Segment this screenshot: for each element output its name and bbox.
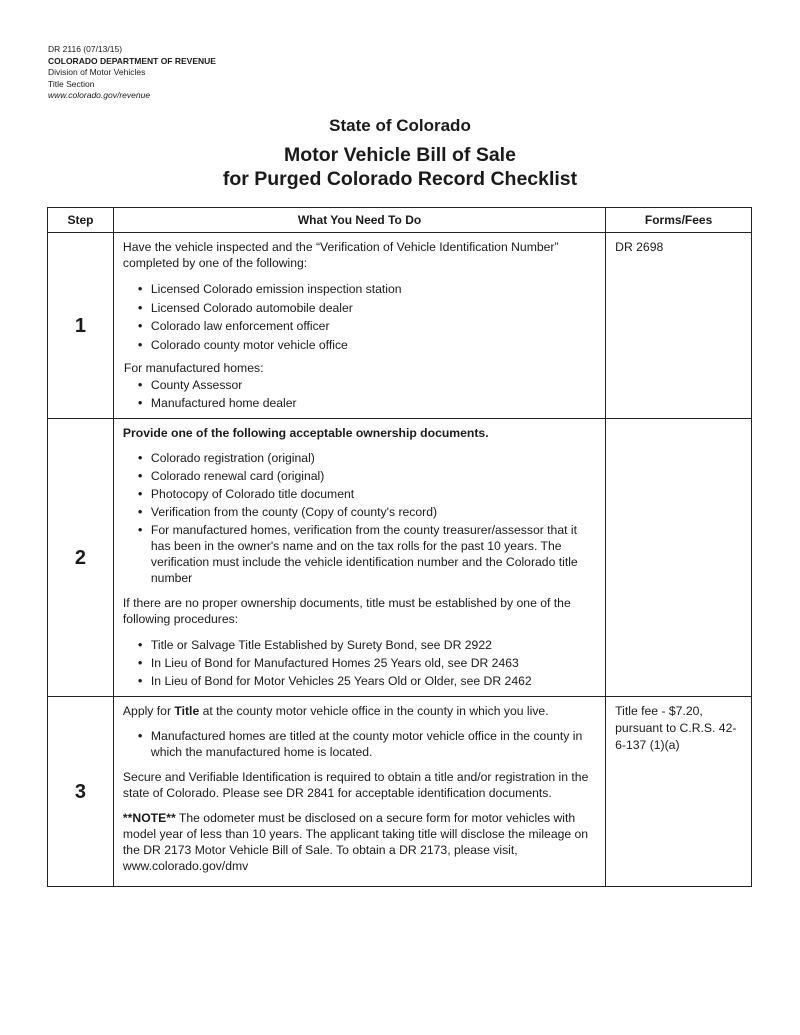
forms-fees-cell: DR 2698 [606,233,752,419]
table-row-step-3 [48,697,752,887]
title-office-list [123,728,597,760]
list-item: • For manufactured homes, verification from the county treasurer/assessor that it has been in the owner's name and on the tax rolls for the past 10 years. The verification must include the vehicle identification number and the Colorado title number [123,522,597,586]
list-item: • Licensed Colorado automobile dealer [123,299,597,318]
step-3-intro: Apply for Title at the county motor vehicle office in the county in which you live. [122,704,549,718]
column-header-step: Step [48,208,114,233]
step-instructions [113,233,605,419]
ownership-documents-list [123,450,597,586]
division-name: Division of Motor Vehicles [48,67,146,77]
document-title-line-2: for Purged Colorado Record Checklist [222,168,578,190]
step-number: 1 [48,233,114,419]
list-item: • Photocopy of Colorado title document [123,486,597,502]
odometer-note: **NOTE** The odometer must be disclosed on a secure form for motor vehicles with model year of less than 10 years. The applicant taking title will disclose the mileage on the DR 2173 Motor Vehicle Bill of Sale. To obtain a DR 2173, please visit, www.colorado.gov/dmv [122,811,589,873]
column-header-what-you-need: What You Need To Do [113,208,605,233]
document-title-line-1: Motor Vehicle Bill of Sale [284,144,516,166]
step-instructions [113,419,605,697]
list-item: • Verification from the county (Copy of county's record) [123,504,597,520]
list-item: • Title or Salvage Title Established by Surety Bond, see DR 2922 [123,636,597,654]
form-header [48,44,216,102]
step-1-intro: Have the vehicle inspected and the “Verification of Vehicle Identification Number” completed by one of the following: [122,240,559,270]
list-item: • Colorado county motor vehicle office [123,336,597,355]
state-title: State of Colorado [329,116,471,135]
inspector-list [123,280,597,354]
list-item: • Colorado renewal card (original) [123,468,597,484]
list-item: • Colorado law enforcement officer [123,317,597,336]
list-item: • In Lieu of Bond for Motor Vehicles 25 Years Old or Older, see DR 2462 [123,672,597,690]
list-item: • Licensed Colorado emission inspection station [123,280,597,299]
website-link[interactable]: www.colorado.gov/revenue [48,90,151,100]
form-id: DR 2116 (07/13/15) [48,44,123,54]
list-item: • Manufactured homes are titled at the county motor vehicle office in the county in which the manufactured home is located. [123,728,597,760]
table-row-step-2 [48,419,752,697]
list-item: • County Assessor [123,376,597,394]
manufactured-homes-list [123,376,597,412]
step-2-alternative: If there are no proper ownership documents, title must be established by one of the following procedures: [122,596,571,626]
step-number: 3 [48,697,114,887]
forms-fees-cell: Title fee - $7.20, pursuant to C.R.S. 42-6-137 (1)(a) [606,697,752,887]
column-header-forms-fees: Forms/Fees [606,208,752,233]
list-item: • Manufactured home dealer [123,394,597,412]
procedures-list [123,636,597,690]
department-name: COLORADO DEPARTMENT OF REVENUE [48,55,216,66]
step-number: 2 [48,419,114,697]
identification-paragraph: Secure and Verifiable Identification is required to obtain a title and/or registration in the state of Colorado. Please see DR 2841 for acceptable identification documents. [122,770,589,800]
forms-fees-cell [606,419,752,697]
table-header-row [48,208,752,233]
list-item: • Colorado registration (original) [123,450,597,466]
manufactured-homes-heading: For manufactured homes: [123,361,264,375]
checklist-table [47,207,752,887]
section-name: Title Section [48,78,95,89]
table-row-step-1 [48,233,752,419]
list-item: • In Lieu of Bond for Manufactured Homes 25 Years old, see DR 2463 [123,654,597,672]
step-2-intro: Provide one of the following acceptable ownership documents. [122,426,489,440]
step-instructions [113,697,605,887]
